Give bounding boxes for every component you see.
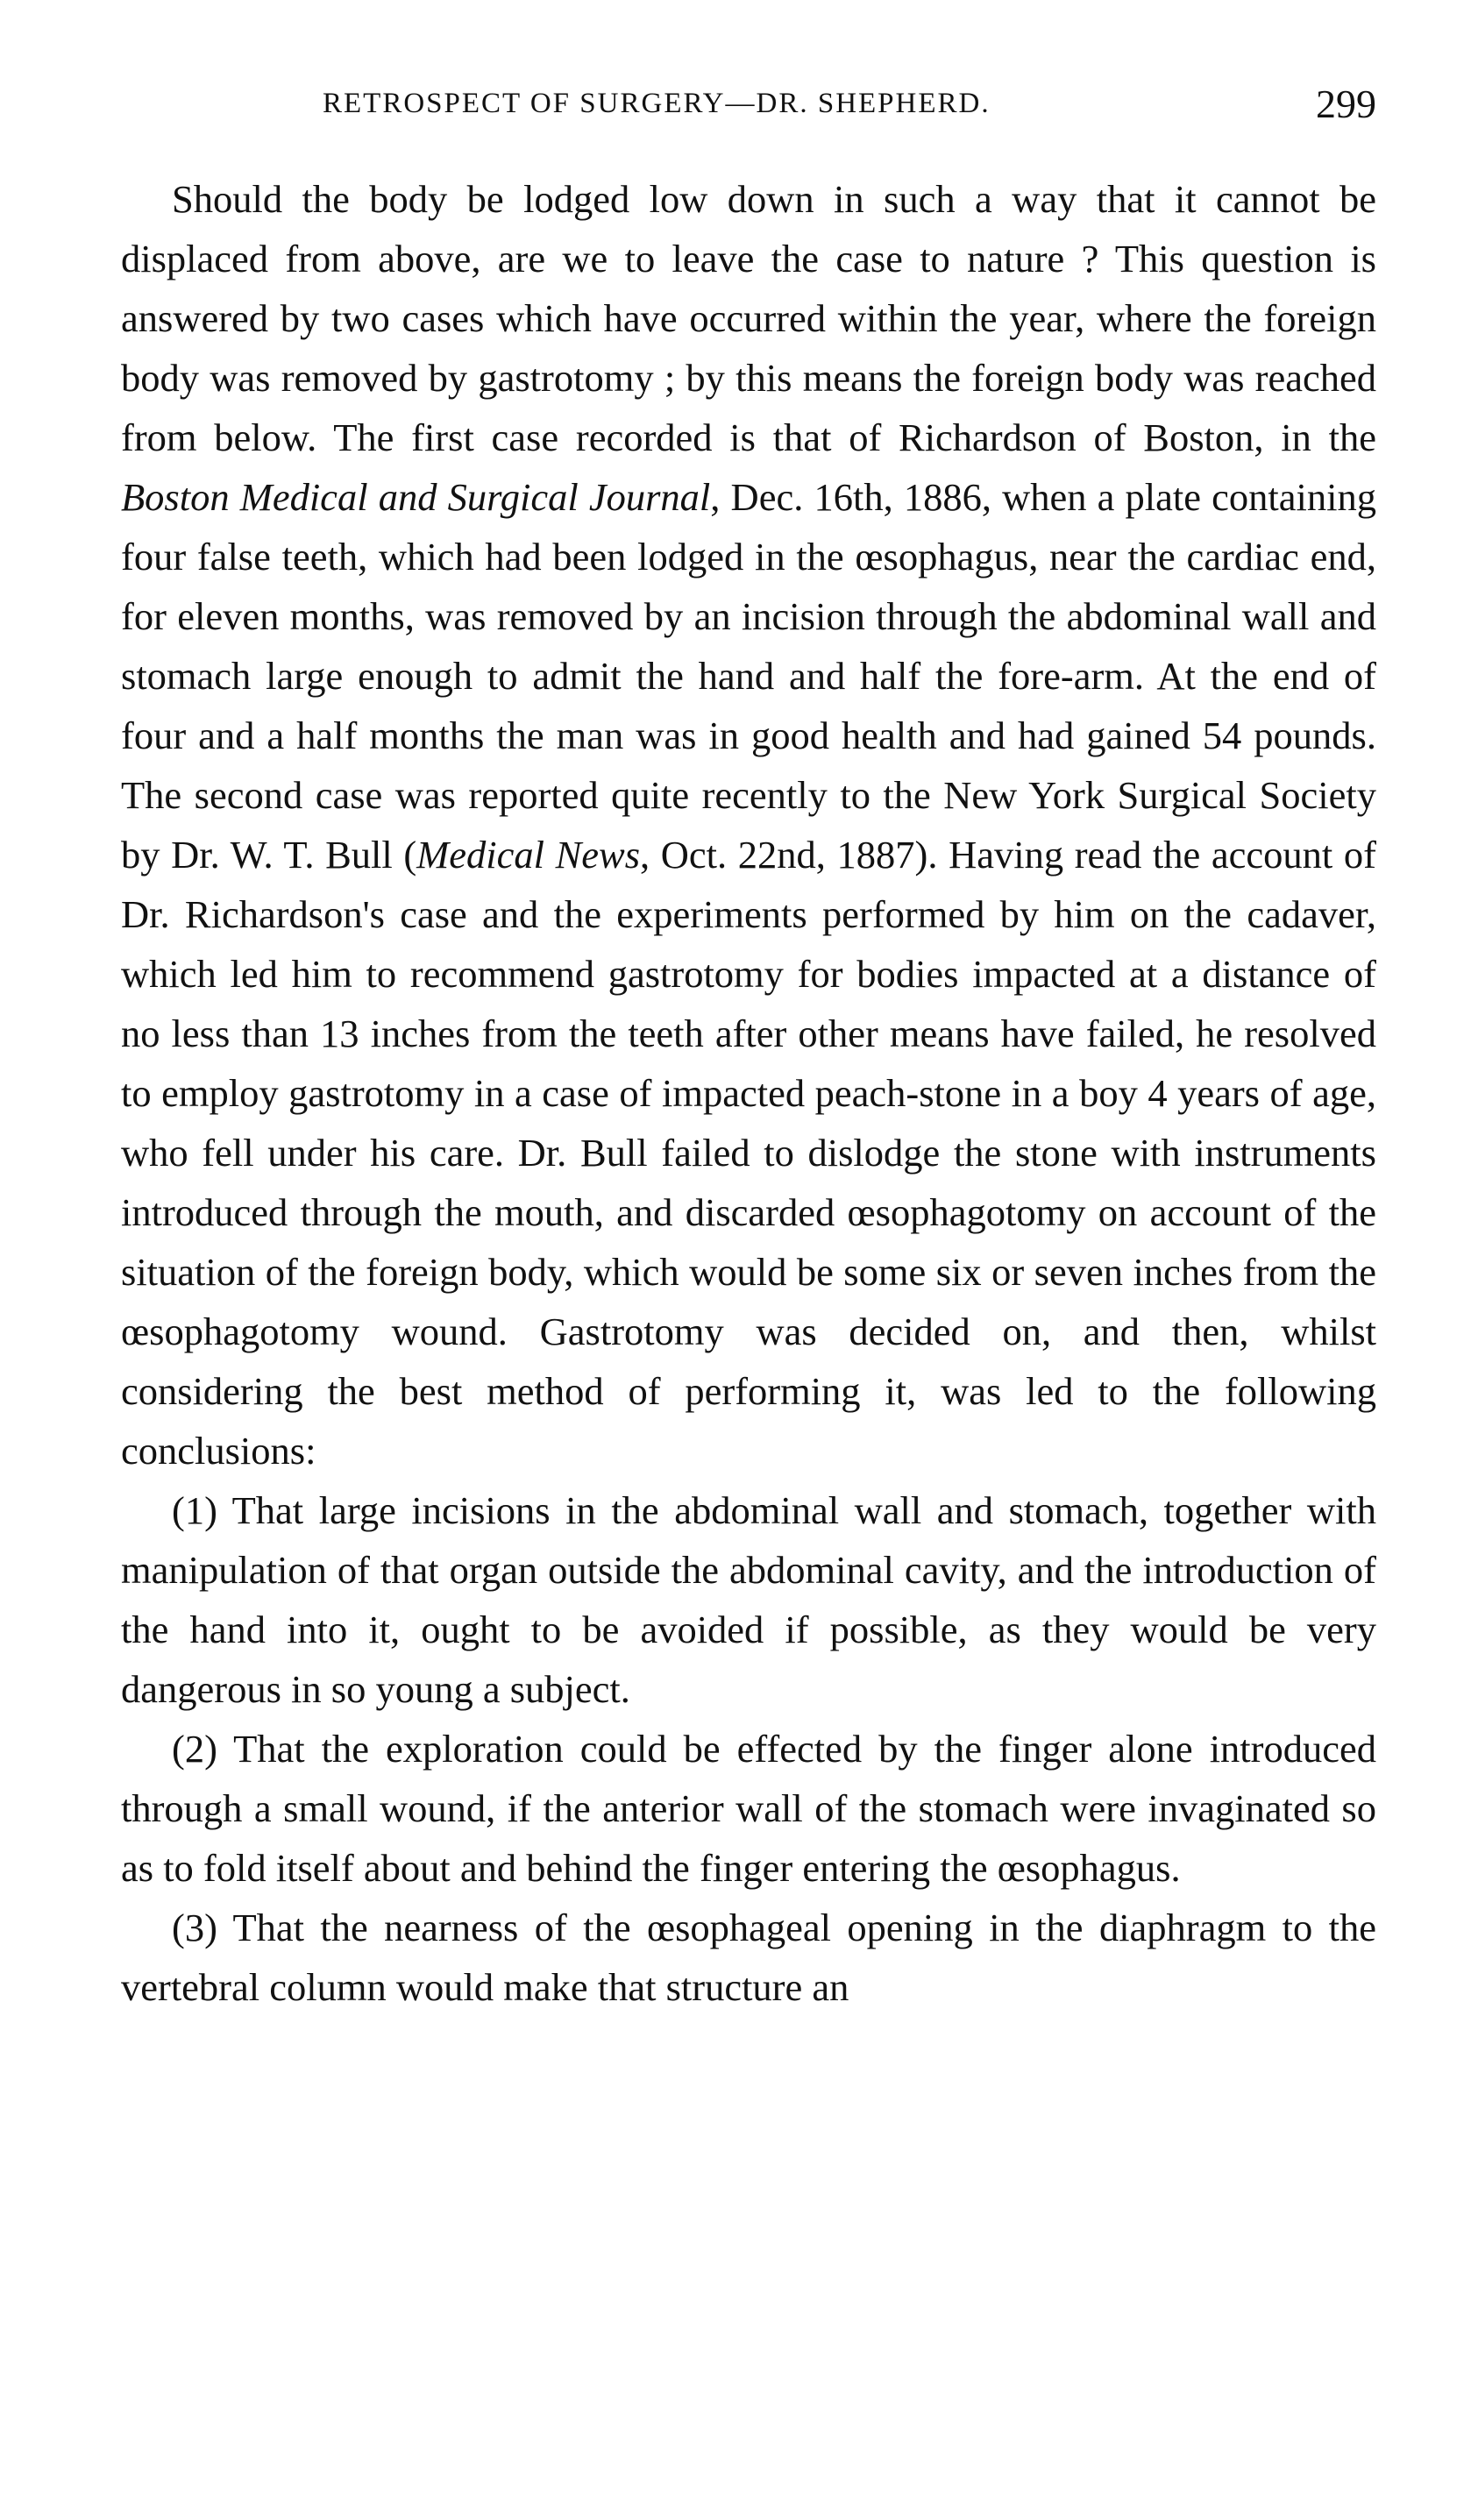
paragraph-text: Should the body be lodged low down in such a way that it cannot be displaced from above, are we to leave the case to nature ? This question is answered by two cases which have occurred within the year, where the foreign body was removed by gastrotomy ; by this means the foreign body was reached from below. The first case recorded is that of Richardson of Boston, in the bbox=[121, 177, 1376, 459]
body-text bbox=[121, 169, 1376, 2017]
journal-title: Medical News bbox=[416, 833, 641, 877]
paragraph-gastrotomy-cases bbox=[121, 169, 1376, 1480]
conclusion-3: (3) That the nearness of the œsophageal opening in the diaphragm to the vertebral column would make that structure an bbox=[121, 1906, 1376, 2009]
conclusion-1: (1) That large incisions in the abdominal wall and stomach, together with manipulation of that organ outside the abdominal cavity, and the introduction of the hand into it, ought to be avoided if possible, as they would be very dangerous in so young a subject. bbox=[121, 1488, 1376, 1711]
conclusion-2: (2) That the exploration could be effected by the finger alone introduced through a small wound, if the anterior wall of the stomach were invaginated so as to fold itself about and behind the finger entering the œsophagus. bbox=[121, 1727, 1376, 1890]
running-head bbox=[121, 81, 1376, 133]
running-title: RETROSPECT OF SURGERY—DR. SHEPHERD. bbox=[323, 88, 991, 119]
paragraph-text: , Dec. 16th, 1886, when a plate containing four false teeth, which had been lodged in the œsophagus, near the cardiac end, for eleven months, was removed by an incision through the abdominal wall and stomach large enough to admit the hand and half the fore-arm. At the end of four and a half months the man was in good health and had gained 54 pounds. The second case was reported quite recently to the New York Surgical Society by Dr. W. T. Bull ( bbox=[121, 475, 1376, 877]
journal-title: Boston Medical and Surgical Journal bbox=[121, 475, 711, 519]
page-number: 299 bbox=[1316, 82, 1376, 126]
paragraph-text: , Oct. 22nd, 1887). Having read the account of Dr. Richardson's case and the experiments performed by him on the cadaver, which led him to recommend gastrotomy for bodies impacted at a distance of no less than 13 inches from the teeth after other means have failed, he resolved to employ gastrotomy in a case of impacted peach-stone in a boy 4 years of age, who fell under his care. Dr. Bull failed to dislodge the stone with instruments introduced through the mouth, and discarded œsophagotomy on account of the situation of the foreign body, which would be some six or seven inches from the œsophagotomy wound. Gastrotomy was decided on, and then, whilst considering the best method of performing it, was led to the following conclusions: bbox=[121, 833, 1376, 1473]
